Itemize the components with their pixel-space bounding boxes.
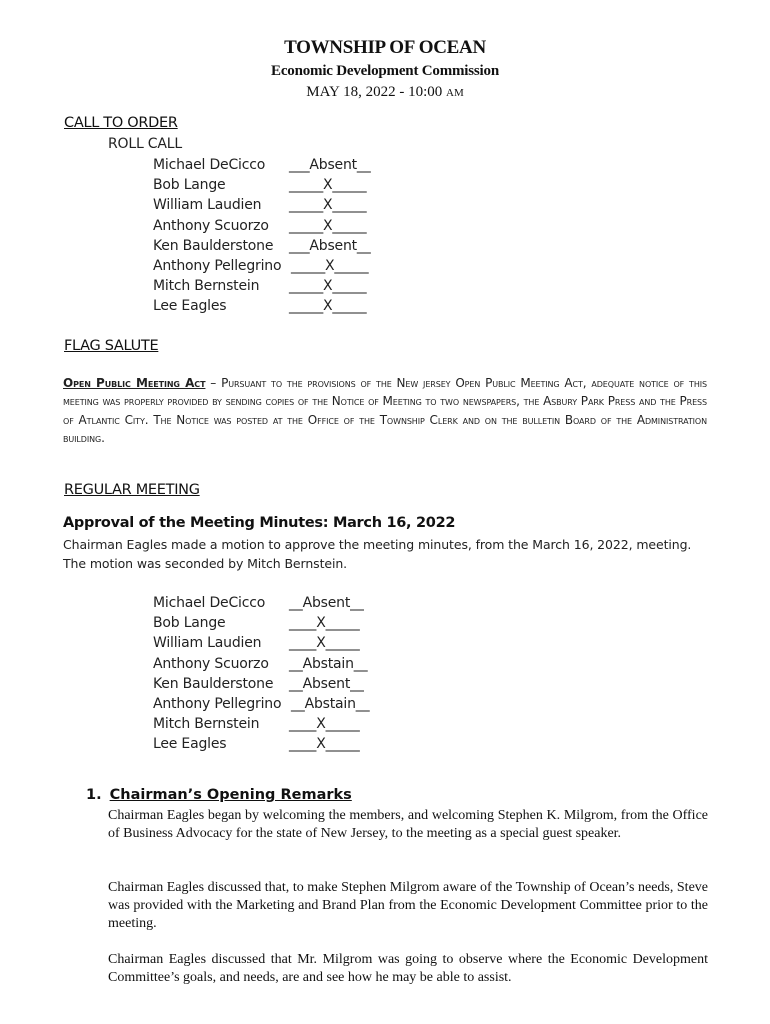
item-1-paragraph: Chairman Eagles discussed that Mr. Milgrom was going to observe where the Economic Development Committee’s goals, and needs, are and see how he may be able to assist.: [108, 952, 708, 985]
document-title: TOWNSHIP OF OCEAN: [284, 37, 486, 58]
member-name: Ken Baulderstone: [153, 237, 274, 254]
vote-row: [153, 694, 370, 714]
vote-mark: __Abstain__: [289, 655, 368, 672]
flag-salute-heading: FLAG SALUTE: [64, 338, 159, 354]
attendance-mark: _____X_____: [289, 217, 367, 234]
attendance-mark: _____X_____: [289, 197, 367, 214]
approval-text: Chairman Eagles made a motion to approve the meeting minutes, from the March 16, 2022, meeting. The motion was seconded by Mitch Bernstein.: [63, 537, 692, 571]
roll-call-row: [153, 236, 371, 256]
member-name: Mitch Bernstein: [153, 716, 260, 733]
member-name: Anthony Scuorzo: [153, 655, 269, 672]
member-name: Anthony Scuorzo: [153, 217, 269, 234]
vote-row: [153, 674, 364, 694]
vote-mark: __Abstain__: [291, 695, 370, 712]
roll-call-row: [153, 155, 371, 175]
vote-row: [153, 654, 368, 674]
vote-row: [153, 613, 360, 633]
attendance-mark: _____X_____: [289, 298, 367, 315]
item-1-paragraph: Chairman Eagles discussed that, to make Stephen Milgrom aware of the Township of Ocean’s needs, Steve was provided with the Marketing and Brand Plan from the Economic Development Committee prior to the meeting.: [108, 880, 708, 931]
attendance-mark: ___Absent__: [289, 237, 371, 254]
vote-mark: ____X_____: [289, 716, 360, 733]
member-name: Michael DeCicco: [153, 595, 266, 611]
vote-row: [153, 633, 360, 653]
meeting-date-main: MAY 18, 2022 - 10:00: [306, 84, 443, 100]
item-1-paragraph: Chairman Eagles began by welcoming the members, and welcoming Stephen K. Milgrom, from the Office of Business Advocacy for the state of New Jersey, to the meeting as a special guest speaker.: [108, 808, 708, 841]
opma-lead: Open Public Meeting Act: [63, 376, 206, 390]
member-name: William Laudien: [153, 197, 262, 214]
roll-call-row: [153, 195, 367, 215]
item-number: 1.: [86, 787, 102, 803]
open-public-meeting-act-paragraph: [63, 374, 707, 447]
roll-call-row: [153, 296, 367, 316]
vote-mark: ____X_____: [289, 635, 360, 652]
member-name: Bob Lange: [153, 615, 226, 632]
member-name: William Laudien: [153, 635, 262, 652]
call-to-order-heading: CALL TO ORDER: [64, 115, 178, 131]
member-name: Mitch Bernstein: [153, 278, 260, 295]
meeting-date: [0, 84, 770, 101]
member-name: Anthony Pellegrino: [153, 695, 282, 712]
roll-call-row: [153, 256, 369, 276]
member-name: Lee Eagles: [153, 298, 227, 315]
vote-row: [153, 593, 364, 613]
member-name: Lee Eagles: [153, 736, 227, 753]
opma-text: – Pursuant to the provisions of the New jersey Open Public Meeting Act, adequate notice of this meeting was properly provided by sending copies of the Notice of Meeting to two newspapers, the Asbury Park Press and the Press of Atlantic City. The Notice was posted at the Office of the Township Clerk and on the bulletin Board of the Administration building.: [63, 376, 707, 445]
roll-call-label: ROLL CALL: [108, 136, 182, 152]
roll-call-row: [153, 216, 367, 236]
regular-meeting-heading: REGULAR MEETING: [64, 482, 200, 498]
attendance-mark: _____X_____: [289, 278, 367, 295]
vote-mark: __Absent__: [289, 595, 364, 611]
approval-heading: Approval of the Meeting Minutes: March 16, 2022: [63, 515, 456, 531]
vote-mark: ____X_____: [289, 615, 360, 632]
item-label: Chairman’s Opening Remarks: [109, 787, 352, 803]
attendance-mark: _____X_____: [291, 257, 369, 274]
member-name: Anthony Pellegrino: [153, 257, 282, 274]
vote-mark: __Absent__: [289, 675, 364, 692]
member-name: Ken Baulderstone: [153, 675, 274, 692]
item-1-heading: [86, 787, 352, 803]
roll-call-row: [153, 175, 367, 195]
member-name: Bob Lange: [153, 177, 226, 194]
meeting-date-ampm: AM: [446, 87, 464, 99]
attendance-mark: _____X_____: [289, 177, 367, 194]
vote-mark: ____X_____: [289, 736, 360, 753]
roll-call-row: [153, 276, 367, 296]
vote-list: [153, 593, 370, 755]
roll-call-list: [153, 155, 371, 317]
document-subtitle: Economic Development Commission: [271, 63, 499, 79]
member-name: Michael DeCicco: [153, 157, 266, 173]
vote-row: [153, 714, 360, 734]
vote-row: [153, 734, 360, 754]
attendance-mark: ___Absent__: [289, 157, 371, 173]
